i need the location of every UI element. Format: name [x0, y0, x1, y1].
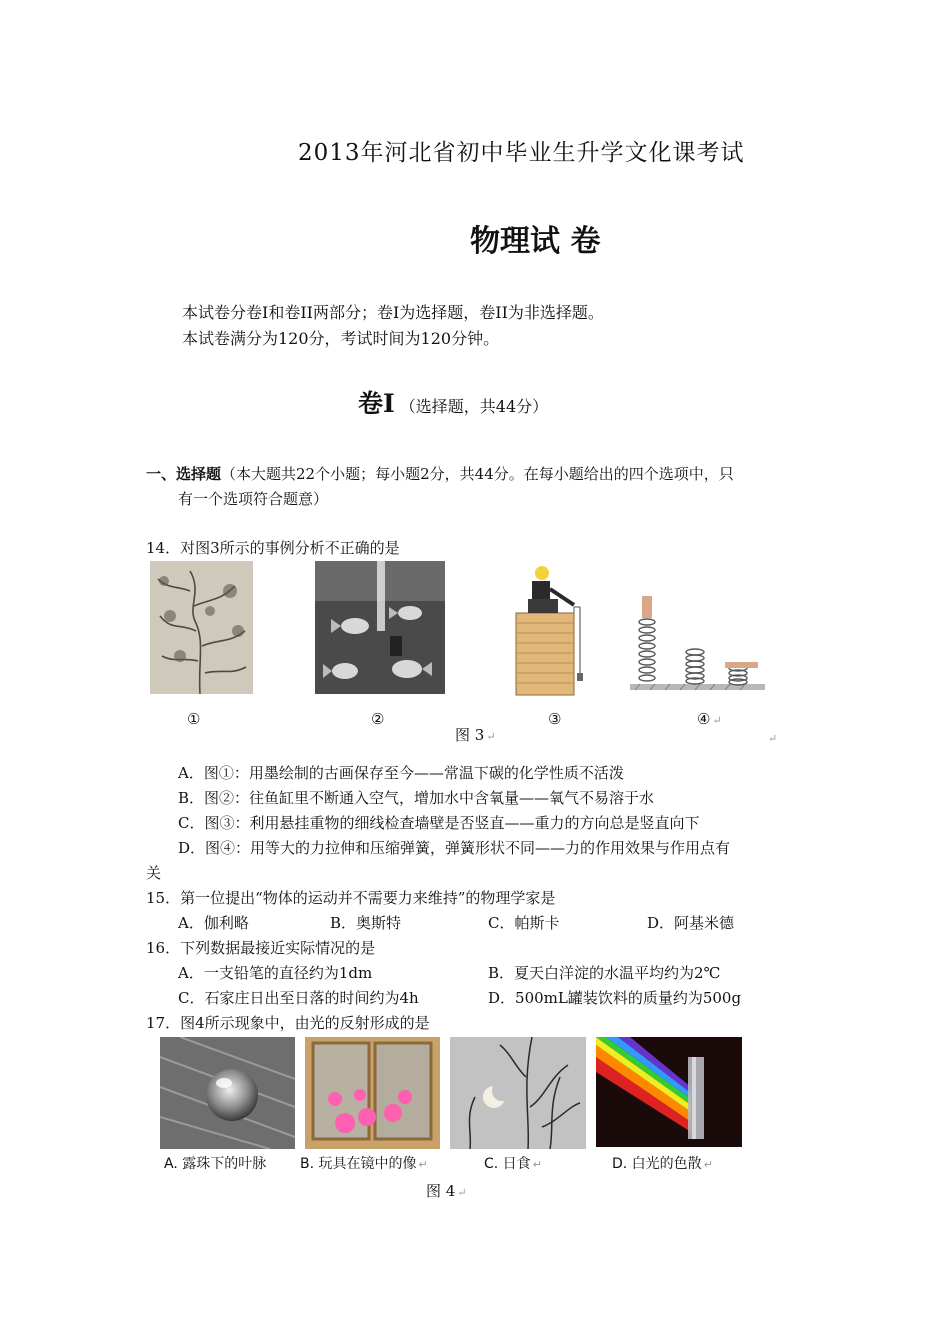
part1-title: 卷I [358, 389, 395, 418]
section1-desc: （本大题共22个小题；每小题2分，共44分。在每小题给出的四个选项中，只 [221, 465, 734, 483]
intro-line-1: 本试卷分卷I和卷II两部分；卷I为选择题，卷II为非选择题。 [182, 303, 604, 322]
fig4-label-d: D. 白光的色散 [612, 1156, 702, 1172]
q16-stem: 16．下列数据最接近实际情况的是 [146, 939, 376, 957]
fig3-label-3: ③ [548, 710, 562, 728]
return-mark-icon: ↵ [418, 1158, 428, 1171]
fig4-label-a: A. 露珠下的叶脉 [164, 1156, 267, 1172]
fig3-label-1: ① [187, 710, 201, 728]
fig4-mirror-toy-image [305, 1037, 440, 1149]
fig4-label-d-wrap [612, 1153, 713, 1173]
return-mark-icon: ↵ [703, 1158, 713, 1171]
exam-title: 2013年河北省初中毕业生升学文化课考试 [298, 140, 745, 166]
fig4-caption: 图 4 [426, 1182, 456, 1200]
fig4-dewdrop-image [160, 1037, 295, 1149]
part1-subtitle: （选择题，共44分） [399, 397, 549, 416]
q15-option-d: D．阿基米德 [647, 914, 735, 932]
q14-option-d-cont: 关 [146, 864, 162, 882]
section1-line-2: 有一个选项符合题意） [178, 490, 329, 508]
fig4-label-c-wrap [484, 1153, 542, 1173]
fig3-springs-image [630, 596, 765, 692]
q15-option-b: B．奥斯特 [330, 914, 402, 932]
return-mark-icon: ↵ [532, 1158, 542, 1171]
fig4-label-b: B. 玩具在镜中的像 [300, 1156, 417, 1172]
q17-stem: 17．图4所示现象中，由光的反射形成的是 [146, 1014, 430, 1032]
fig4-label-c: C. 日食 [484, 1156, 531, 1172]
return-mark-icon: ↵ [486, 730, 496, 743]
return-mark-icon: ↵ [457, 1186, 467, 1199]
fig4-caption-wrap [426, 1180, 467, 1201]
q15-option-c: C．帕斯卡 [488, 914, 560, 932]
q14-option-a: A．图①：用墨绘制的古画保存至今——常温下碳的化学性质不活泼 [178, 764, 624, 782]
return-mark-icon: ↵ [768, 732, 778, 745]
section1-line-1 [146, 463, 734, 484]
q16-option-c: C．石家庄日出至日落的时间约为4h [178, 989, 419, 1007]
q16-option-a: A．一支铅笔的直径约为1dm [178, 964, 373, 982]
return-mark-icon: ↵ [712, 714, 722, 727]
fig4-label-b-wrap [300, 1153, 428, 1173]
q14-option-b: B．图②：往鱼缸里不断通入空气，增加水中含氧量——氧气不易溶于水 [178, 789, 655, 807]
section1-label: 一、选择题 [146, 465, 222, 483]
q16-option-d: D．500mL罐装饮料的质量约为500g [488, 989, 742, 1007]
fig3-caption: 图 3 [455, 726, 485, 744]
q14-option-c: C．图③：利用悬挂重物的细线检查墙壁是否竖直——重力的方向总是竖直向下 [178, 814, 700, 832]
q14-stem: 14．对图3所示的事例分析不正确的是 [146, 539, 400, 557]
q15-stem: 15．第一位提出“物体的运动并不需要力来维持”的物理学家是 [146, 889, 556, 907]
fig3-label-4-wrap [697, 710, 722, 728]
intro-line-2: 本试卷满分为120分，考试时间为120分钟。 [182, 329, 500, 348]
fig4-prism-image [596, 1037, 742, 1147]
fig3-caption-wrap [455, 724, 496, 745]
q14-option-d: D．图④：用等大的力拉伸和压缩弹簧，弹簧形状不同——力的作用效果与作用点有 [178, 839, 731, 857]
fig3-fishtank-image [315, 561, 445, 694]
fig3-wall-plumb-image [510, 561, 585, 698]
q15-option-a: A．伽利略 [178, 914, 249, 932]
fig3-label-4: ④ [697, 710, 711, 728]
subject-title: 物理试 卷 [470, 224, 601, 259]
fig3-painting-image [150, 561, 253, 694]
part1-heading [358, 384, 548, 420]
q16-option-b: B．夏天白洋淀的水温平均约为2℃ [488, 964, 721, 982]
fig3-label-2: ② [371, 710, 385, 728]
fig4-eclipse-image [450, 1037, 586, 1149]
